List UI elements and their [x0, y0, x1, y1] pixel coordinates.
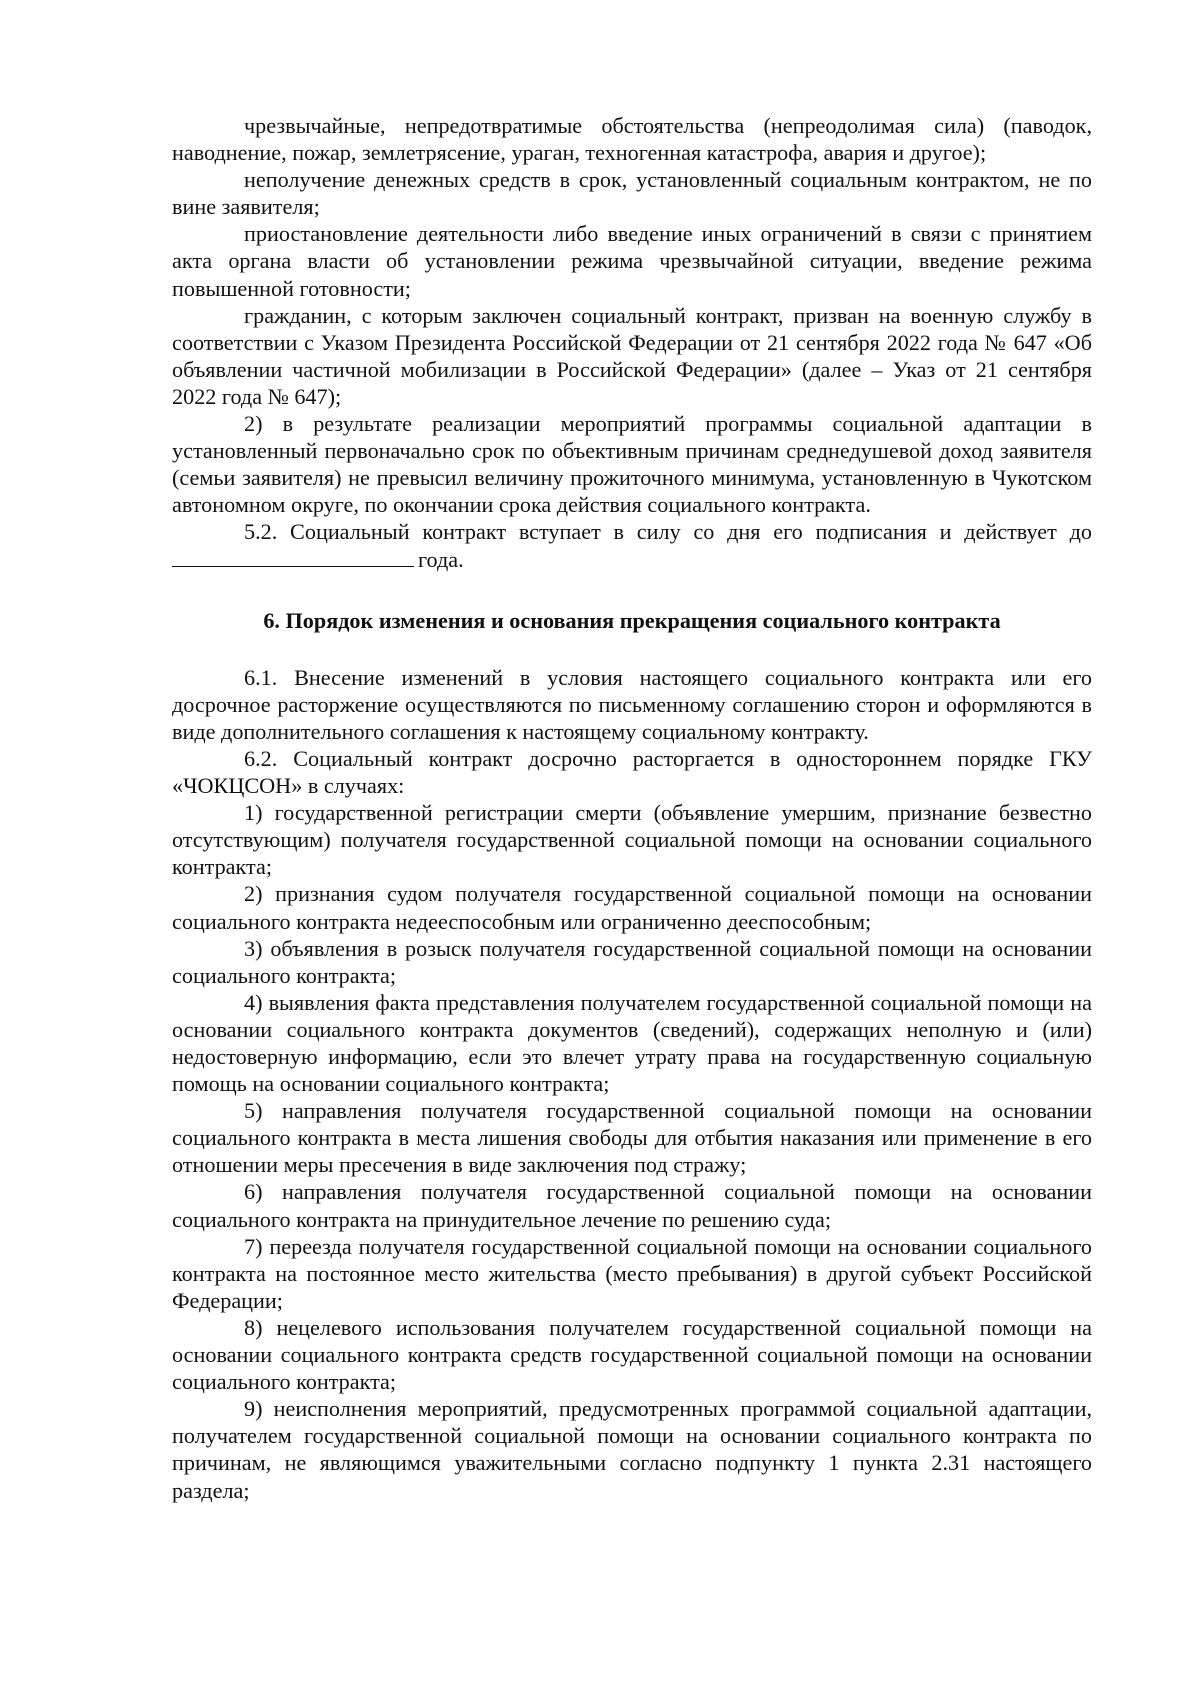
clause-5-2 — [172, 518, 1092, 572]
clause-5-2-suffix: года. — [418, 546, 464, 572]
clause-5-2-text: 5.2. Социальный контракт вступает в силу со дня его подписания и действует до — [244, 519, 1092, 545]
paragraph: гражданин, с которым заключен социальный контракт, призван на военную службу в соответствии с Указом Президента Российской Федерации от 21 сентября 2022 года № 647 «Об объявлении частичной мобилизации в Российской Федерации» (далее – Указ от 21 сентября 2022 года № 647); — [172, 302, 1092, 409]
date-blank-line — [172, 546, 414, 567]
paragraph: 6.2. Социальный контракт досрочно расторгается в одностороннем порядке ГКУ «ЧОКЦСОН» в случаях: — [172, 745, 1092, 799]
list-item: 5) направления получателя государственной социальной помощи на основании социального контракта в места лишения свободы для отбытия наказания или применение в его отношении меры пресечения в виде заключения под стражу; — [172, 1098, 1092, 1178]
list-item: 3) объявления в розыск получателя государственной социальной помощи на основании социального контракта; — [172, 935, 1092, 988]
paragraph: неполучение денежных средств в срок, установленный социальным контрактом, не по вине заявителя; — [172, 167, 1092, 220]
list-item: 1) государственной регистрации смерти (объявление умершим, признание безвестно отсутствующим) получателя государственной социальной помощи на основании социального контракта; — [172, 800, 1092, 880]
paragraph: приостановление деятельности либо введение иных ограничений в связи с принятием акта органа власти об установлении режима чрезвычайной ситуации, введение режима повышенной готовности; — [172, 221, 1092, 301]
list-item: 7) переезда получателя государственной социальной помощи на основании социального контракта на постоянное место жительства (место пребывания) в другой субъект Российской Федерации; — [172, 1233, 1092, 1313]
section-heading: 6. Порядок изменения и основания прекращения социального контракта — [263, 607, 1001, 633]
list-item: 9) неисполнения мероприятий, предусмотренных программой социальной адаптации, получателем государственной социальной помощи на основании социального контракта по причинам, не являющимся уважительными согласно подпункту 1 пункта 2.31 настоящего раздела; — [172, 1396, 1092, 1503]
paragraph: чрезвычайные, непредотвратимые обстоятельства (непреодолимая сила) (паводок, наводнение, пожар, землетрясение, ураган, техногенная катастрофа, авария и другое); — [172, 113, 1092, 166]
list-item: 2) признания судом получателя государственной социальной помощи на основании социального контракта недееспособным или ограниченно дееспособным; — [172, 881, 1092, 934]
paragraph: 2) в результате реализации мероприятий программы социальной адаптации в установленный первоначально срок по объективным причинам среднедушевой доход заявителя (семьи заявителя) не превысил величину прожиточного минимума, установленную в Чукотском автономном округе, по окончании срока действия социального контракта. — [172, 411, 1092, 518]
list-item: 4) выявления факта представления получателем государственной социальной помощи на основании социального контракта документов (сведений), содержащих неполную и (или) недостоверную информацию, если это влечет утрату права на государственную социальную помощь на основании социального контракта; — [172, 989, 1092, 1097]
list-item: 6) направления получателя государственной социальной помощи на основании социального контракта на принудительное лечение по решению суда; — [172, 1179, 1092, 1232]
list-item: 8) нецелевого использования получателем государственной социальной помощи на основании социального контракта средств государственной социальной помощи на основании социального контракта; — [172, 1314, 1092, 1395]
paragraph: 6.1. Внесение изменений в условия настоящего социального контракта или его досрочное расторжение осуществляются по письменному соглашению сторон и оформляются в виде дополнительного соглашения к настоящему социальному контракту. — [172, 664, 1092, 744]
